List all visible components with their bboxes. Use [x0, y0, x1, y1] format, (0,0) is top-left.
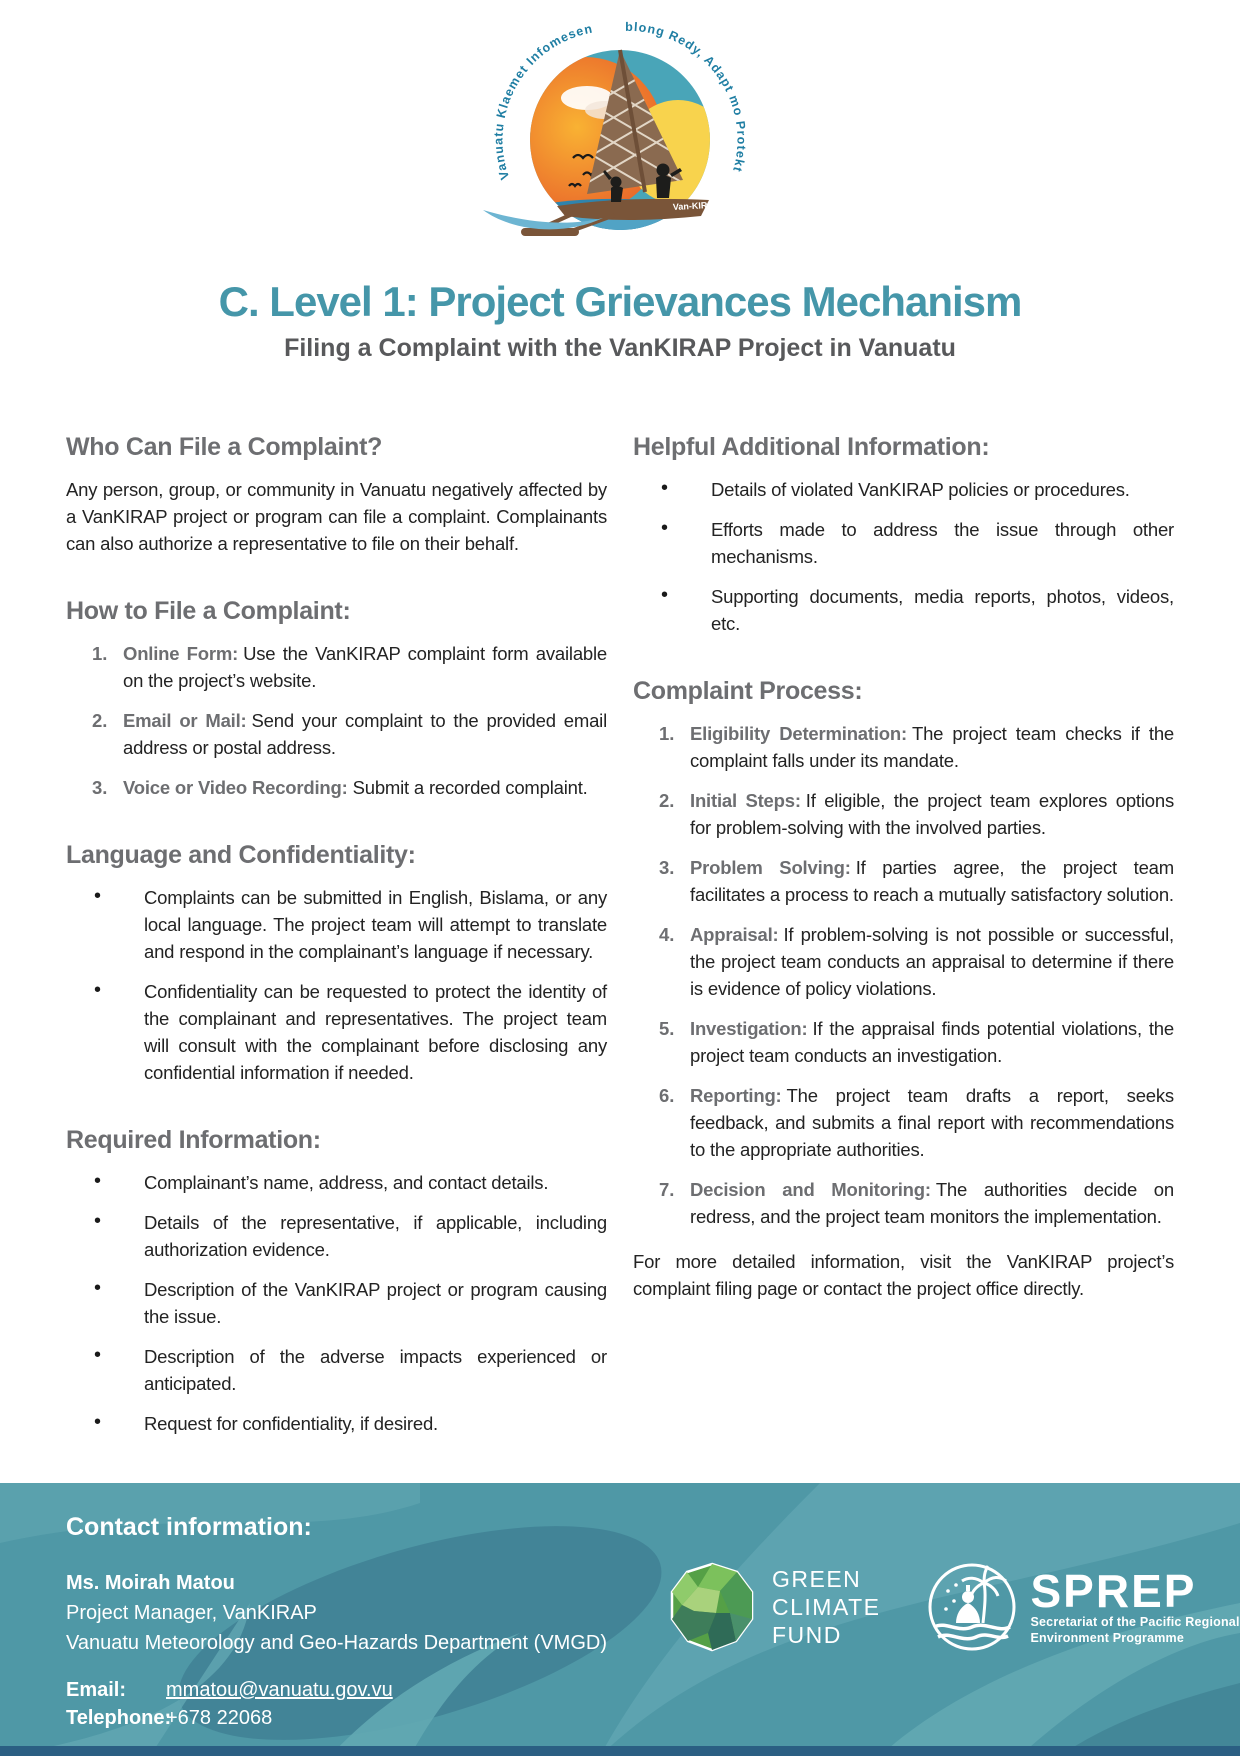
- item-number: 3.: [659, 857, 675, 878]
- item-number: 5.: [659, 1018, 675, 1039]
- item-text: Submit a recorded complaint.: [352, 777, 588, 798]
- item-text: Complaints can be submitted in English, Bislama, or any local language. The project team will attempt to translate and respond in the complainant’s language if necessary.: [144, 887, 607, 962]
- list-item: [66, 978, 607, 1086]
- item-lead: Investigation:: [690, 1018, 808, 1039]
- bullet-icon: •: [94, 1210, 102, 1232]
- telephone-row: [66, 1704, 1240, 1732]
- section-heading: Helpful Additional Information:: [633, 433, 990, 461]
- bullet-icon: •: [94, 979, 102, 1001]
- footer: [0, 1483, 1240, 1756]
- item-text: If eligible, the project team explores options for problem-solving with the involved parties.: [690, 790, 1174, 838]
- item-lead: Initial Steps:: [690, 790, 801, 811]
- section-heading: How to File a Complaint:: [66, 597, 351, 625]
- gcf-line: GREEN: [772, 1566, 862, 1592]
- email-label: Email:: [66, 1679, 127, 1701]
- fish-icon: [595, 231, 671, 243]
- sprep-emblem-icon: [926, 1561, 1018, 1653]
- item-number: 3.: [92, 777, 108, 798]
- item-number: 1.: [92, 643, 108, 664]
- section-heading: Required Information:: [66, 1126, 321, 1154]
- bullet-icon: •: [94, 1344, 102, 1366]
- contact-department: Vanuatu Meteorology and Geo-Hazards Department (VMGD): [66, 1632, 607, 1654]
- bullet-icon: •: [94, 1411, 102, 1433]
- logo-boat-label: Van-KIRAP: [672, 199, 721, 212]
- item-text: Supporting documents, media reports, photos, videos, etc.: [711, 586, 1174, 634]
- bullet-icon: •: [661, 517, 669, 539]
- item-number: 2.: [659, 790, 675, 811]
- item-text: Description of the adverse impacts experienced or anticipated.: [144, 1346, 607, 1394]
- contact-heading: Contact information:: [66, 1513, 312, 1541]
- list-item: [633, 1015, 1174, 1069]
- item-text: If parties agree, the project team facilitates a process to reach a mutually satisfactory solution.: [690, 857, 1174, 905]
- section-heading: Who Can File a Complaint?: [66, 433, 383, 461]
- item-text: The authorities decide on redress, and the project team monitors the implementation.: [690, 1179, 1174, 1227]
- vankirap-logo: [465, 10, 775, 250]
- bottom-strip: [0, 1746, 1240, 1756]
- sprep-name: SPREP: [1030, 1565, 1197, 1617]
- item-text: Request for confidentiality, if desired.: [144, 1413, 438, 1434]
- bullet-icon: •: [94, 885, 102, 907]
- gcf-sphere-icon: [668, 1561, 756, 1653]
- list-item: [633, 1082, 1174, 1163]
- list-item: [66, 707, 607, 761]
- sprep-logo: [926, 1561, 1239, 1653]
- header: [0, 0, 1240, 250]
- section-language-confidentiality: [66, 841, 607, 1086]
- left-column: [66, 433, 607, 1434]
- telephone-value: +678 22068: [166, 1707, 273, 1729]
- list-item: [66, 1276, 607, 1330]
- list-item: [66, 640, 607, 694]
- page-subtitle: Filing a Complaint with the VanKIRAP Project in Vanuatu: [284, 334, 956, 362]
- list-item: [66, 774, 607, 801]
- item-lead: Decision and Monitoring:: [690, 1179, 931, 1200]
- item-text: Confidentiality can be requested to protect the identity of the complainant and representatives. The project team will consult with the complainant before disclosing any confidential information if needed.: [144, 981, 607, 1083]
- item-lead: Voice or Video Recording:: [123, 777, 348, 798]
- section-helpful-information: [633, 433, 1174, 637]
- gcf-line: FUND: [772, 1622, 842, 1648]
- bullet-icon: •: [94, 1277, 102, 1299]
- list-item: [633, 583, 1174, 637]
- section-paragraph: Any person, group, or community in Vanuatu negatively affected by a VanKIRAP project or program can file a complaint. Complainants can also authorize a representative to file on their behalf.: [66, 479, 607, 554]
- list-item: [66, 1410, 607, 1437]
- item-text: Use the VanKIRAP complaint form available on the project’s website.: [123, 643, 607, 691]
- bullet-icon: •: [94, 1170, 102, 1192]
- right-column: [633, 433, 1174, 1418]
- item-lead: Online Form:: [123, 643, 239, 664]
- item-text: Details of the representative, if applicable, including authorization evidence.: [144, 1212, 607, 1260]
- item-lead: Eligibility Determination:: [690, 723, 907, 744]
- telephone-label: Telephone:: [66, 1707, 172, 1729]
- item-text: If the appraisal finds potential violations, the project team conducts an investigation.: [690, 1018, 1174, 1066]
- item-number: 1.: [659, 723, 675, 744]
- item-text: Description of the VanKIRAP project or program causing the issue.: [144, 1279, 607, 1327]
- list-item: [66, 884, 607, 965]
- item-number: 2.: [92, 710, 108, 731]
- list-item: [66, 1209, 607, 1263]
- list-item: [66, 1343, 607, 1397]
- email-link[interactable]: mmatou@vanuatu.gov.vu: [166, 1679, 393, 1701]
- contact-name: Ms. Moirah Matou: [66, 1572, 235, 1594]
- section-who-can-file: [66, 433, 607, 557]
- logo-arc-right-text: blong Redy, Adapt mo Protekt: [625, 19, 749, 174]
- list-item: [66, 1169, 607, 1196]
- content-columns: [0, 433, 1240, 1434]
- item-text: If problem-solving is not possible or successful, the project team conducts an appraisal to determine if there is evidence of policy violations.: [690, 924, 1174, 999]
- item-text: The project team drafts a report, seeks feedback, and submits a final report with recommendations to the appropriate authorities.: [690, 1085, 1174, 1160]
- item-number: 6.: [659, 1085, 675, 1106]
- gcf-wordmark: [772, 1565, 880, 1649]
- list-item: [633, 921, 1174, 1002]
- item-lead: Problem Solving:: [690, 857, 851, 878]
- item-text: Complainant’s name, address, and contact details.: [144, 1172, 549, 1193]
- contact-role: Project Manager, VanKIRAP: [66, 1602, 317, 1624]
- more-info-paragraph: For more detailed information, visit the VanKIRAP project’s complaint filing page or contact the project office directly.: [633, 1251, 1174, 1299]
- list-item: [633, 720, 1174, 774]
- item-number: 4.: [659, 924, 675, 945]
- section-complaint-process: [633, 677, 1174, 1230]
- section-required-information: [66, 1126, 607, 1437]
- sprep-tagline: Secretariat of the Pacific Regional: [1030, 1615, 1240, 1629]
- item-text: Details of violated VanKIRAP policies or procedures.: [711, 479, 1130, 500]
- item-text: Send your complaint to the provided email address or postal address.: [123, 710, 607, 758]
- sprep-tagline: Environment Programme: [1030, 1631, 1185, 1645]
- section-heading: Language and Confidentiality:: [66, 841, 416, 869]
- section-how-to-file: [66, 597, 607, 801]
- gcf-logo: [668, 1561, 880, 1653]
- item-lead: Reporting:: [690, 1085, 782, 1106]
- bullet-icon: •: [661, 584, 669, 606]
- item-lead: Email or Mail:: [123, 710, 247, 731]
- section-heading: Complaint Process:: [633, 677, 863, 705]
- partner-logos: [668, 1561, 1240, 1653]
- page-title: C. Level 1: Project Grievances Mechanism: [218, 278, 1022, 325]
- sprep-wordmark: [1030, 1565, 1240, 1646]
- item-text: The project team checks if the complaint falls under its mandate.: [690, 723, 1174, 771]
- list-item: [633, 854, 1174, 908]
- item-text: Efforts made to address the issue through other mechanisms.: [711, 519, 1174, 567]
- item-lead: Appraisal:: [690, 924, 779, 945]
- item-number: 7.: [659, 1179, 675, 1200]
- list-item: [633, 1176, 1174, 1230]
- email-row: [66, 1676, 1240, 1704]
- bullet-icon: •: [661, 477, 669, 499]
- list-item: [633, 516, 1174, 570]
- list-item: [633, 787, 1174, 841]
- logo-arc-left-text: Vanuatu Klaemet Infomesen: [491, 21, 595, 182]
- gcf-line: CLIMATE: [772, 1594, 881, 1620]
- list-item: [633, 476, 1174, 503]
